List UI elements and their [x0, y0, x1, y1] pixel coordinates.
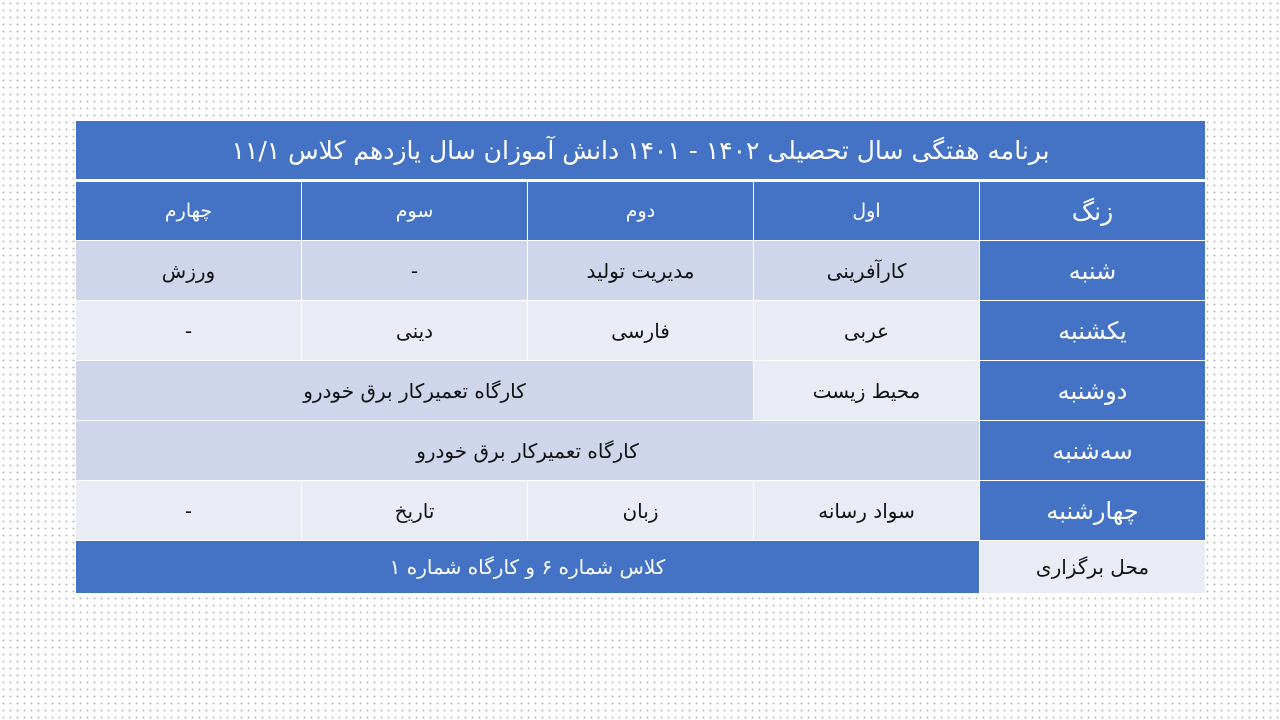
row-sunday: [76, 301, 1206, 361]
saturday-period-4: ورزش: [76, 241, 302, 301]
row-tuesday: [76, 421, 1206, 481]
title-row: [76, 121, 1206, 181]
sunday-period-3: دینی: [302, 301, 528, 361]
period-3-header: سوم: [302, 181, 528, 241]
day-saturday: شنبه: [980, 241, 1206, 301]
row-monday: [76, 361, 1206, 421]
sunday-period-1: عربی: [754, 301, 980, 361]
monday-period-1: محیط زیست: [754, 361, 980, 421]
weekly-schedule-table: [75, 120, 1206, 594]
location-row: [76, 541, 1206, 594]
saturday-period-3: -: [302, 241, 528, 301]
schedule-title: برنامه هفتگی سال تحصیلی ۱۴۰۲ - ۱۴۰۱ دانش آموزان سال یازدهم کلاس ۱۱/۱: [76, 121, 1206, 181]
location-label: محل برگزاری: [980, 541, 1206, 594]
day-tuesday: سه‌شنبه: [980, 421, 1206, 481]
location-value: کلاس شماره ۶ و کارگاه شماره ۱: [76, 541, 980, 594]
period-2-header: دوم: [528, 181, 754, 241]
period-4-header: چهارم: [76, 181, 302, 241]
day-monday: دوشنبه: [980, 361, 1206, 421]
wednesday-period-2: زبان: [528, 481, 754, 541]
wednesday-period-4: -: [76, 481, 302, 541]
wednesday-period-3: تاریخ: [302, 481, 528, 541]
wednesday-period-1: سواد رسانه: [754, 481, 980, 541]
day-wednesday: چهارشنبه: [980, 481, 1206, 541]
sunday-period-4: -: [76, 301, 302, 361]
row-saturday: [76, 241, 1206, 301]
period-1-header: اول: [754, 181, 980, 241]
tuesday-workshop: کارگاه تعمیرکار برق خودرو: [76, 421, 980, 481]
day-sunday: یکشنبه: [980, 301, 1206, 361]
saturday-period-2: مدیریت تولید: [528, 241, 754, 301]
monday-workshop: کارگاه تعمیرکار برق خودرو: [76, 361, 754, 421]
row-wednesday: [76, 481, 1206, 541]
sunday-period-2: فارسی: [528, 301, 754, 361]
header-row: [76, 181, 1206, 241]
saturday-period-1: کارآفرینی: [754, 241, 980, 301]
bell-label: زنگ: [980, 181, 1206, 241]
